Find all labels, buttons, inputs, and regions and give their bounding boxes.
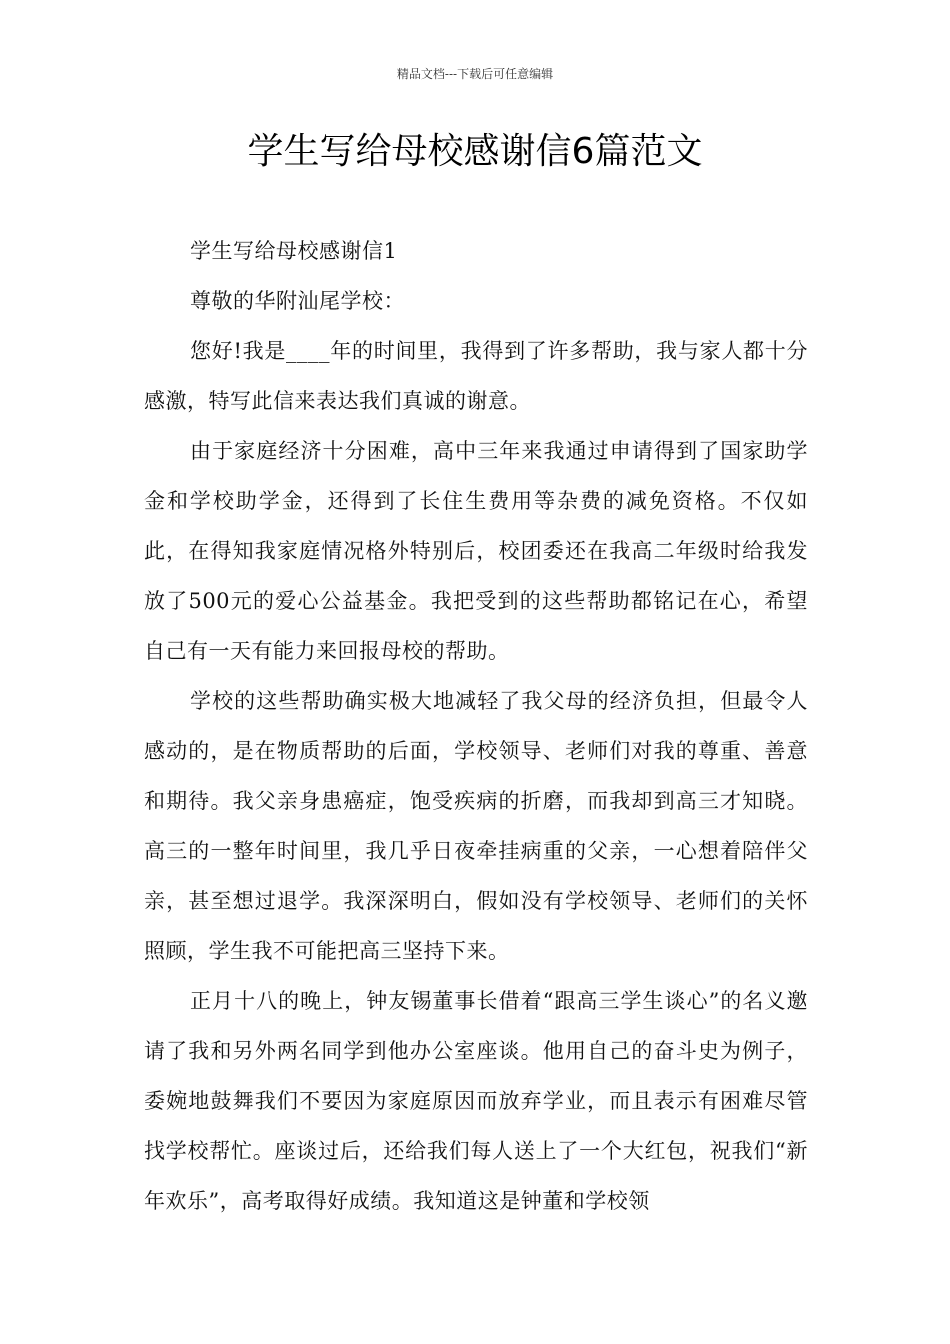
paragraph: 由于家庭经济十分困难，高中三年来我通过申请得到了国家助学金和学校助学金，还得到了长住生费用等杂费的减免资格。不仅如此，在得知我家庭情况格外特别后，校团委还在我高二年级时给我发放了500元的爱心公益基金。我把受到的这些帮助都铭记在心，希望自己有一天有能力来回报母校的帮助。 [144, 439, 808, 663]
header-note: 精品文档---下载后可任意编辑 [396, 67, 554, 81]
document-title: 学生写给母校感谢信6篇范文 [247, 131, 703, 172]
document-body [144, 226, 808, 1226]
paragraph: 您好!我是____年的时间里，我得到了许多帮助，我与家人都十分感激，特写此信来表达我们真诚的谢意。 [144, 339, 808, 413]
paragraph: 正月十八的晚上，钟友锡董事长借着“跟高三学生谈心”的名义邀请了我和另外两名同学到他办公室座谈。他用自己的奋斗史为例子，委婉地鼓舞我们不要因为家庭原因而放弃学业，而且表示有困难尽管找学校帮忙。座谈过后，还给我们每人送上了一个大红包，祝我们“新年欢乐”，高考取得好成绩。我知道这是钟董和学校领 [144, 989, 808, 1213]
salutation: 尊敬的华附汕尾学校： [190, 289, 405, 313]
section-heading: 学生写给母校感谢信1 [190, 239, 398, 263]
paragraph: 学校的这些帮助确实极大地减轻了我父母的经济负担，但最令人感动的，是在物质帮助的后面，学校领导、老师们对我的尊重、善意和期待。我父亲身患癌症，饱受疾病的折磨，而我却到高三才知晓。高三的一整年时间里，我几乎日夜牵挂病重的父亲，一心想着陪伴父亲，甚至想过退学。我深深明白，假如没有学校领导、老师们的关怀照顾，学生我不可能把高三坚持下来。 [144, 689, 808, 963]
